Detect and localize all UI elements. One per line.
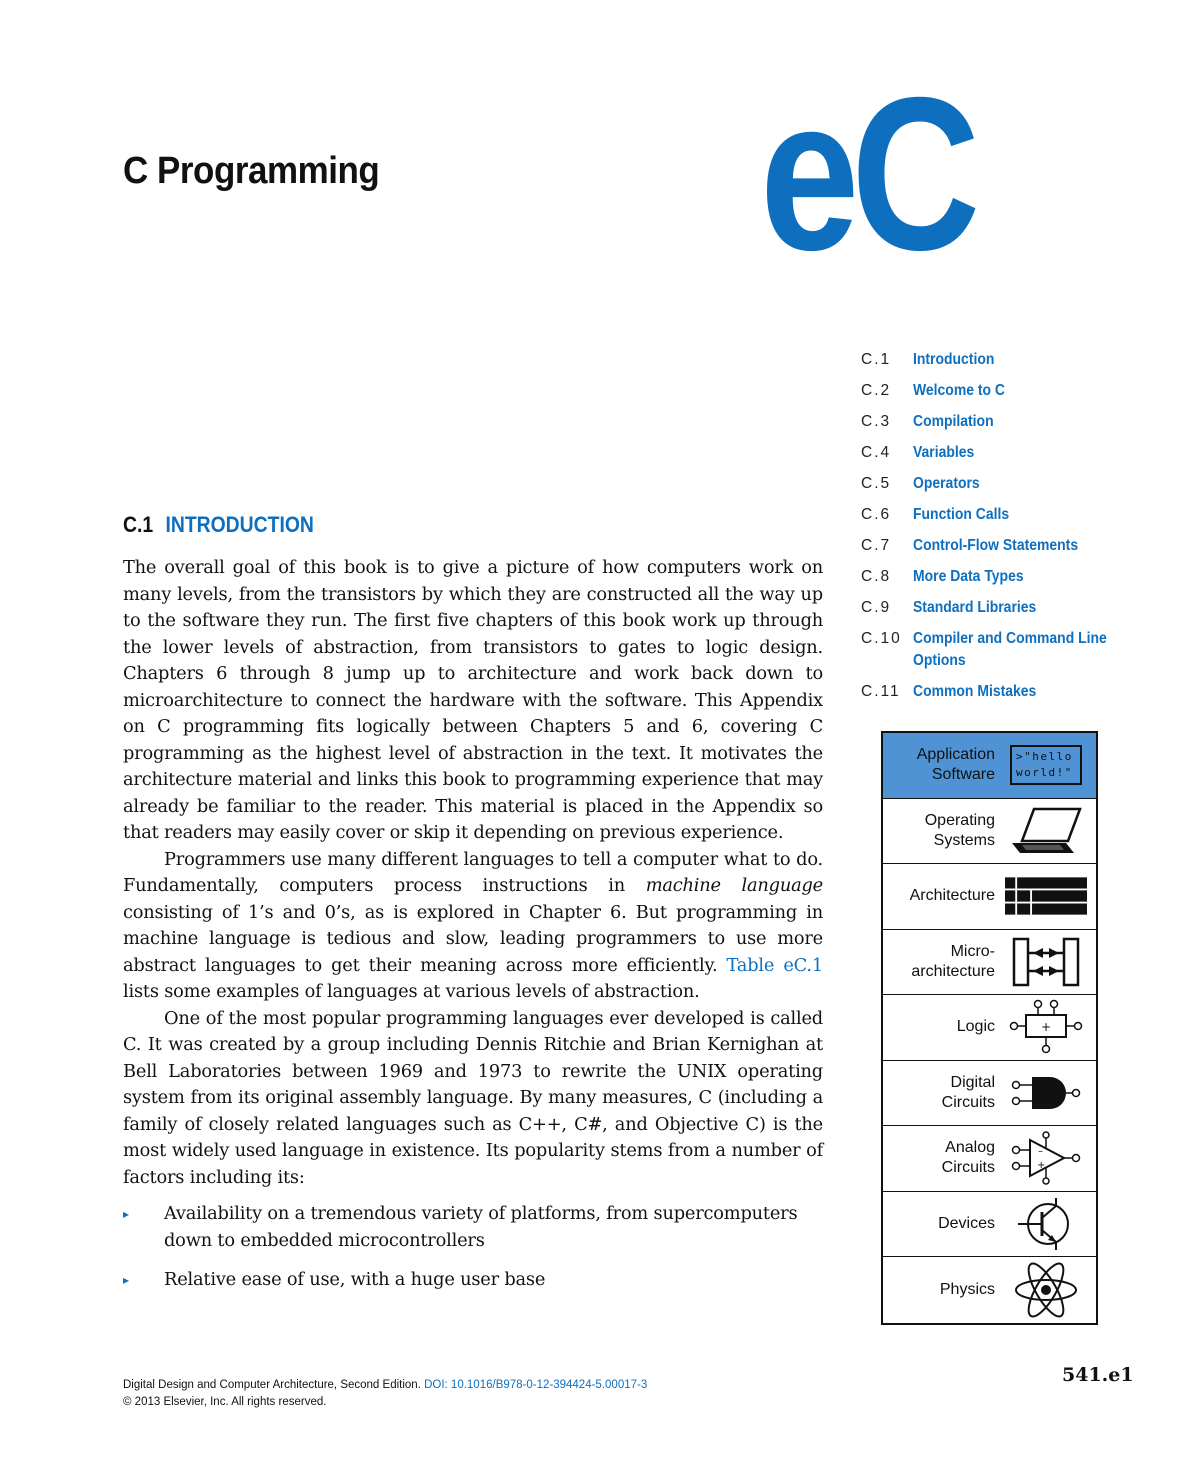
- toc-number: C.11: [861, 683, 901, 700]
- stack-row-physics: [883, 1257, 1096, 1323]
- emphasis-term: machine language: [645, 875, 823, 896]
- toc-title[interactable]: Compiler and Command Line Options: [913, 630, 1107, 669]
- svg-text:+: +: [1040, 1020, 1052, 1035]
- toc-number: C.4: [861, 444, 892, 461]
- toc-number: C.8: [861, 568, 892, 585]
- table-reference-link[interactable]: Table eC.1: [726, 954, 823, 976]
- toc-item[interactable]: [861, 349, 1161, 371]
- toc-title[interactable]: More Data Types: [913, 568, 1024, 585]
- laptop-icon: [1005, 803, 1087, 859]
- atom-icon: [1005, 1262, 1087, 1318]
- stack-row-architecture: [883, 864, 1096, 930]
- register-table-icon: [1005, 868, 1087, 924]
- datapath-icon: [1005, 934, 1087, 990]
- toc-title[interactable]: Common Mistakes: [913, 683, 1037, 700]
- toc-title[interactable]: Control-Flow Statements: [913, 537, 1079, 554]
- stack-row-operating-systems: [883, 799, 1096, 865]
- page-footer: [123, 1377, 647, 1411]
- stack-label: Micro- architecture: [911, 942, 995, 980]
- toc-number: C.3: [861, 413, 892, 430]
- footer-citation: [123, 1377, 647, 1394]
- stack-label: Logic: [956, 1018, 995, 1036]
- list-item: [123, 1267, 823, 1294]
- paragraph: One of the most popular programming languages ever developed is called C. It was created by a group including Dennis Ritchie and Brian Kernighan at Bell Laboratories between 1969 and 1973 to rewrite the UNIX operating system from its original assembly language. By many measures, C (including a family of closely related languages such as C++, C#, and Objective C) is the most widely used language in existence. Its popularity stems from a number of factors including its:: [123, 1007, 823, 1188]
- chapter-toc: [861, 349, 1161, 712]
- toc-title[interactable]: Introduction: [913, 351, 995, 368]
- chapter-title: C Programming: [123, 150, 380, 192]
- toc-number: C.6: [861, 506, 892, 523]
- list-item: [123, 1201, 823, 1254]
- toc-item[interactable]: [861, 504, 1161, 526]
- stack-row-digital-circuits: [883, 1061, 1096, 1127]
- toc-item[interactable]: [861, 566, 1161, 588]
- paragraph: [123, 847, 823, 1006]
- list-item-text: Relative ease of use, with a huge user base: [164, 1269, 546, 1290]
- stack-label: Operating Systems: [924, 811, 995, 849]
- toc-title[interactable]: Standard Libraries: [913, 599, 1037, 616]
- chapter-label: eC: [760, 53, 973, 296]
- toc-item[interactable]: [861, 597, 1161, 619]
- paragraph-text: Programmers use many different languages to tell a computer what to do. Fundamentally, computers process instructions in: [123, 848, 823, 896]
- stack-label: Digital Circuits: [941, 1073, 995, 1111]
- toc-item[interactable]: [861, 411, 1161, 433]
- page-number: 541.e1: [1062, 1364, 1134, 1386]
- toc-item[interactable]: [861, 473, 1161, 495]
- toc-number: C.10: [861, 630, 902, 647]
- amplifier-icon: [1005, 1130, 1087, 1186]
- toc-number: C.7: [861, 537, 892, 554]
- copyright-notice: © 2013 Elsevier, Inc. All rights reserved.: [123, 1396, 327, 1408]
- toc-item[interactable]: [861, 442, 1161, 464]
- paragraph-text: lists some examples of languages at various levels of abstraction.: [123, 981, 700, 1002]
- toc-item[interactable]: [861, 681, 1161, 703]
- svg-text:–: –: [1038, 1146, 1043, 1158]
- toc-number: C.5: [861, 475, 892, 492]
- stack-row-devices: [883, 1192, 1096, 1258]
- doi-link[interactable]: DOI: 10.1016/B978-0-12-394424-5.00017-3: [424, 1379, 648, 1391]
- svg-text:+: +: [1037, 1160, 1046, 1172]
- stack-label: Application Software: [916, 746, 995, 784]
- stack-row-microarchitecture: [883, 930, 1096, 996]
- toc-item[interactable]: [861, 628, 1161, 672]
- bullet-arrow-icon: ▸: [123, 1273, 129, 1287]
- transistor-icon: [1005, 1196, 1087, 1252]
- abstraction-stack: [881, 731, 1098, 1325]
- toc-item[interactable]: [861, 380, 1161, 402]
- stack-label: Architecture: [909, 887, 995, 905]
- section-number: C.1: [123, 512, 154, 537]
- list-item-text: Availability on a tremendous variety of platforms, from supercomputers down to embedded microcontrollers: [164, 1203, 798, 1251]
- stack-row-analog-circuits: [883, 1126, 1096, 1192]
- toc-title[interactable]: Variables: [913, 444, 975, 461]
- stack-row-logic: [883, 995, 1096, 1061]
- and-gate-icon: [1005, 1065, 1087, 1121]
- stack-label: Devices: [938, 1214, 995, 1232]
- toc-title[interactable]: Welcome to C: [913, 382, 1005, 399]
- adder-icon: [1005, 999, 1087, 1055]
- bullet-arrow-icon: ▸: [123, 1207, 129, 1221]
- toc-title[interactable]: Compilation: [913, 413, 994, 430]
- section-heading: [123, 512, 314, 538]
- toc-title[interactable]: Operators: [913, 475, 980, 492]
- book-title: Digital Design and Computer Architecture, Second Edition.: [123, 1379, 421, 1391]
- toc-number: C.9: [861, 599, 892, 616]
- section-title: INTRODUCTION: [165, 512, 314, 537]
- toc-number: C.1: [861, 351, 892, 368]
- hello-world-text: >"hello world!": [1010, 745, 1082, 785]
- body-text: [123, 555, 823, 1307]
- stack-label: Analog Circuits: [941, 1139, 995, 1177]
- stack-row-application-software: [883, 733, 1096, 799]
- stack-label: Physics: [939, 1280, 995, 1298]
- hello-world-icon: [1005, 737, 1087, 793]
- paragraph: The overall goal of this book is to give a picture of how computers work on many levels, from the transistors by which they are constructed all the way up to the software they run. The first five chapters of this book work up through the lower levels of abstraction, from transistors to gates to logic design. Chapters 6 through 8 jump up to architecture and work back down to microarchitecture to connect the hardware with the software. This Appendix on C programming fits logically between Chapters 5 and 6, covering C programming as the highest level of abstraction in the text. It motivates the architecture material and links this book to programming experience that may already be familiar to the reader. This material is placed in the Appendix so that readers may easily cover or skip it depending on previous experience.: [123, 557, 823, 843]
- paragraph-text: consisting of 1’s and 0’s, as is explored in Chapter 6. But programming in machine language is tedious and slow, leading programmers to use more abstract languages to get their meaning across more efficiently.: [123, 901, 823, 976]
- bullet-list: [123, 1201, 823, 1294]
- toc-title[interactable]: Function Calls: [913, 506, 1010, 523]
- toc-item[interactable]: [861, 535, 1161, 557]
- toc-number: C.2: [861, 382, 892, 399]
